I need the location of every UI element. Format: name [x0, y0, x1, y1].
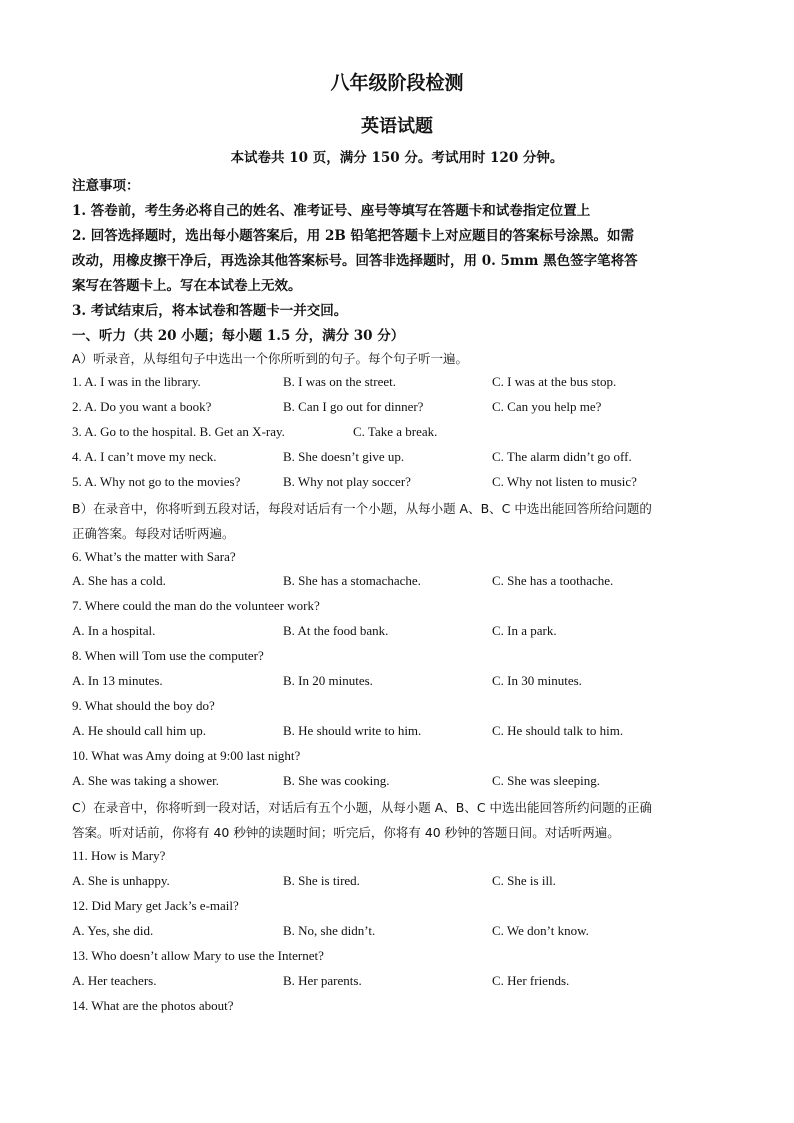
- option-c: C. In a park.: [492, 623, 557, 638]
- section-listening-heading: 一、听力（共 20 小题；每小题 1.5 分，满分 30 分）: [72, 328, 405, 344]
- option-b: B. No, she didn’t.: [283, 923, 376, 938]
- question-11-stem: 11. How is Mary?: [72, 848, 166, 863]
- option-a: A. In a hospital.: [72, 623, 156, 638]
- notice-item-2-line-1: 2. 回答选择题时，选出每小题答案后，用 2B 铅笔把答题卡上对应题目的答案标号涂黑。如需: [72, 228, 634, 244]
- question-1: [72, 374, 732, 394]
- notice-item-3: 3. 考试结束后，将本试卷和答题卡一并交回。: [72, 303, 348, 319]
- question-13-stem: 13. Who doesn’t allow Mary to use the Internet?: [72, 948, 324, 963]
- option-b: B. I was on the street.: [283, 374, 397, 389]
- option-c: C. In 30 minutes.: [492, 673, 582, 688]
- question-13-options: [72, 973, 732, 993]
- option-c: C. She was sleeping.: [492, 773, 600, 788]
- question-9-options: [72, 723, 732, 743]
- option-c: C. We don’t know.: [492, 923, 589, 938]
- option-a: A. Her teachers.: [72, 973, 157, 988]
- option-c: C. Her friends.: [492, 973, 570, 988]
- question-6-stem: 6. What’s the matter with Sara?: [72, 549, 236, 564]
- option-a: 1. A. I was in the library.: [72, 374, 201, 389]
- option-c: C. Can you help me?: [492, 399, 602, 414]
- option-a: A. She is unhappy.: [72, 873, 170, 888]
- option-a: 5. A. Why not go to the movies?: [72, 474, 241, 489]
- notice-heading: 注意事项：: [72, 178, 140, 194]
- question-5: [72, 474, 732, 494]
- question-10-options: [72, 773, 732, 793]
- option-a: A. In 13 minutes.: [72, 673, 163, 688]
- question-12-options: [72, 923, 732, 943]
- option-b: B. He should write to him.: [283, 723, 422, 738]
- option-b: B. Why not play soccer?: [283, 474, 411, 489]
- option-b: B. She doesn’t give up.: [283, 449, 405, 464]
- exam-subject: 英语试题: [361, 116, 433, 137]
- question-10-stem: 10. What was Amy doing at 9:00 last night?: [72, 748, 301, 763]
- option-b: B. Can I go out for dinner?: [283, 399, 424, 414]
- question-14-stem: 14. What are the photos about?: [72, 998, 234, 1013]
- part-b-instructions-line-1: B）在录音中，你将听到五段对话，每段对话后有一个小题，从每小题 A、B、C 中选出能回答所给问题的: [72, 501, 652, 516]
- option-b: B. She is tired.: [283, 873, 360, 888]
- part-c-instructions-line-1: C）在录音中，你将听到一段对话，对话后有五个小题，从每小题 A、B、C 中选出能回答所约问题的正确: [72, 800, 653, 815]
- question-12-stem: 12. Did Mary get Jack’s e-mail?: [72, 898, 239, 913]
- option-c: C. She has a toothache.: [492, 573, 614, 588]
- option-b: B. Her parents.: [283, 973, 362, 988]
- option-a: 4. A. I can’t move my neck.: [72, 449, 217, 464]
- question-6-options: [72, 573, 732, 593]
- option-a: A. She was taking a shower.: [72, 773, 219, 788]
- question-11-options: [72, 873, 732, 893]
- part-c-instructions-line-2: 答案。听对话前，你将有 40 秒钟的读题时间；听完后，你将有 40 秒钟的答题日间。对话听两遍。: [72, 825, 620, 840]
- option-a-b: 3. A. Go to the hospital. B. Get an X-ray.: [72, 424, 285, 439]
- part-b-instructions-line-2: 正确答案。每段对话听两遍。: [72, 526, 235, 541]
- notice-item-2-line-2: 改动，用橡皮擦干净后，再选涂其他答案标号。回答非选择题时，用 0. 5mm 黑色签字笔将答: [72, 253, 638, 269]
- part-a-instructions: A）听录音，从每组句子中选出一个你所听到的句子。每个句子听一遍。: [72, 351, 469, 366]
- question-7-options: [72, 623, 732, 643]
- option-b: B. She was cooking.: [283, 773, 390, 788]
- option-c: C. I was at the bus stop.: [492, 374, 617, 389]
- option-b: B. At the food bank.: [283, 623, 389, 638]
- option-c: C. Take a break.: [353, 424, 438, 439]
- option-a: 2. A. Do you want a book?: [72, 399, 212, 414]
- option-b: B. She has a stomachache.: [283, 573, 421, 588]
- question-7-stem: 7. Where could the man do the volunteer work?: [72, 598, 320, 613]
- option-b: B. In 20 minutes.: [283, 673, 373, 688]
- exam-title: 八年级阶段检测: [330, 72, 464, 94]
- notice-item-2-line-3: 案写在答题卡上。写在本试卷上无效。: [72, 278, 302, 294]
- option-c: C. He should talk to him.: [492, 723, 624, 738]
- question-2: [72, 399, 732, 419]
- option-c: C. She is ill.: [492, 873, 556, 888]
- option-a: A. He should call him up.: [72, 723, 206, 738]
- question-8-stem: 8. When will Tom use the computer?: [72, 648, 264, 663]
- exam-info: 本试卷共 10 页，满分 150 分。考试用时 120 分钟。: [230, 150, 564, 166]
- notice-item-1: 1. 答卷前，考生务必将自己的姓名、准考证号、座号等填写在答题卡和试卷指定位置上: [72, 203, 591, 219]
- question-3: [72, 424, 732, 444]
- question-9-stem: 9. What should the boy do?: [72, 698, 215, 713]
- question-8-options: [72, 673, 732, 693]
- option-a: A. Yes, she did.: [72, 923, 154, 938]
- option-c: C. Why not listen to music?: [492, 474, 637, 489]
- option-c: C. The alarm didn’t go off.: [492, 449, 632, 464]
- question-4: [72, 449, 732, 469]
- option-a: A. She has a cold.: [72, 573, 166, 588]
